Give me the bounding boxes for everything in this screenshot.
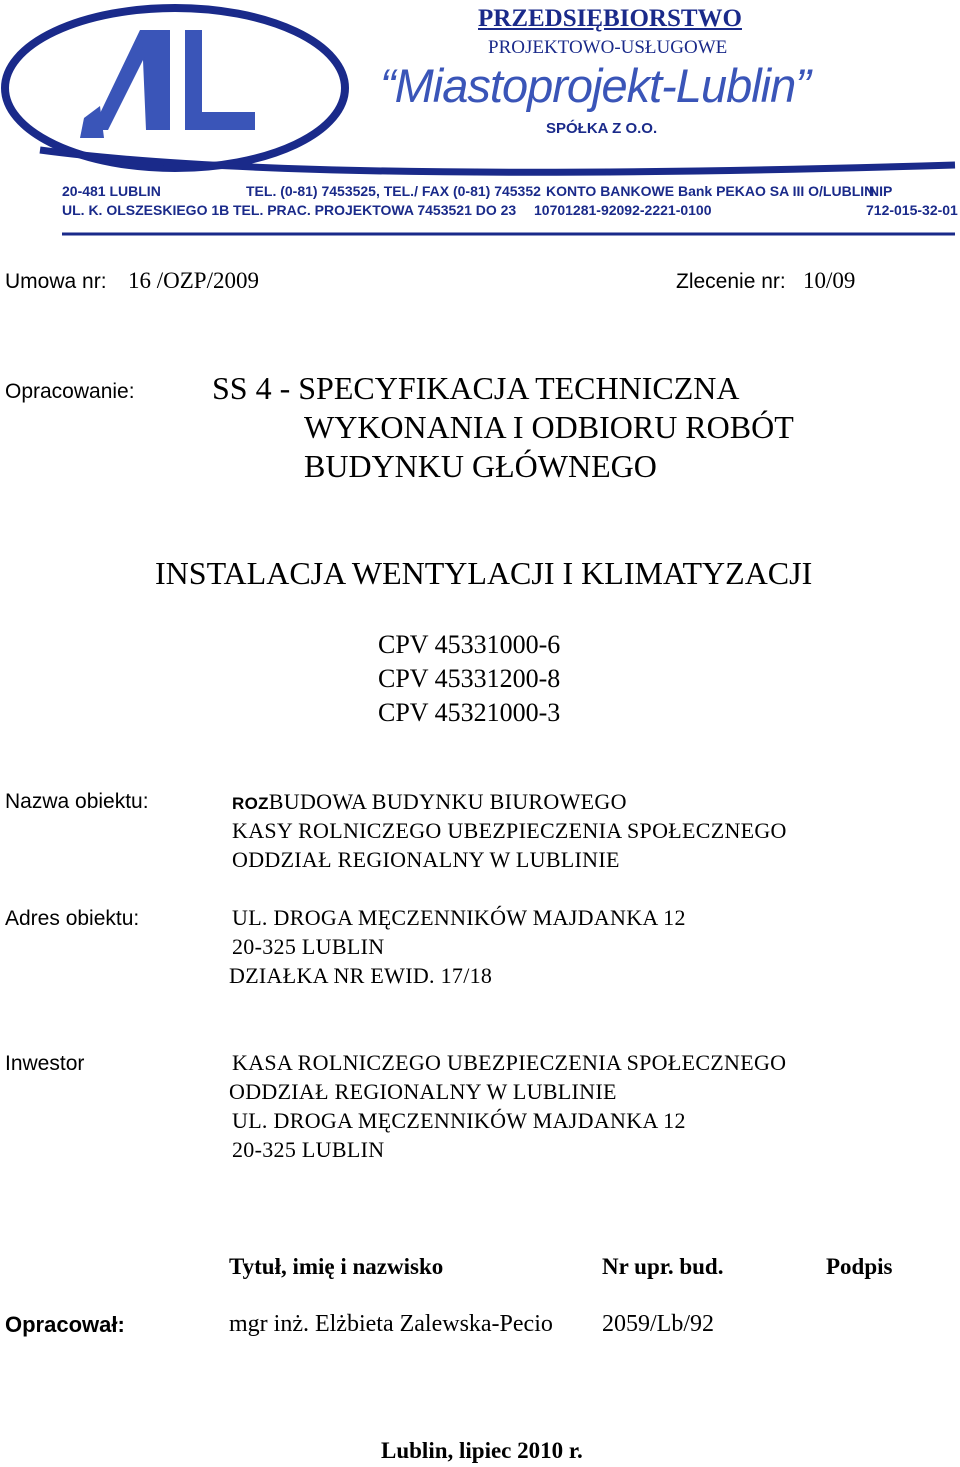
opracowal-label: Opracował:	[5, 1312, 125, 1337]
opracowanie-label: Opracowanie:	[5, 380, 135, 403]
zlecenie-label: Zlecenie nr:	[676, 270, 786, 293]
bank-line-2: 10701281-92092-2221-0100	[534, 202, 712, 218]
col-header-signature: Podpis	[826, 1254, 893, 1279]
object-name-label: Nazwa obiektu:	[5, 790, 149, 813]
firm-company-form: SPÓŁKA Z O.O.	[546, 120, 658, 137]
phone-line-1: TEL. (0-81) 7453525, TEL./ FAX (0-81) 745352	[246, 183, 541, 199]
logo-monogram	[80, 30, 255, 138]
address-line-1: 20-481 LUBLIN	[62, 183, 161, 199]
investor-line-3: UL. DROGA MĘCZENNIKÓW MAJDANKA 12	[232, 1108, 686, 1133]
nip-label: NIP	[869, 183, 893, 199]
logo-ring	[5, 8, 345, 168]
object-name-line-1-rest: BUDOWA BUDYNKU BIUROWEGO	[268, 789, 627, 814]
author-license: 2059/Lb/92	[602, 1311, 714, 1337]
object-name-line-1	[232, 789, 627, 815]
author-name: mgr inż. Elżbieta Zalewska-Pecio	[229, 1311, 553, 1337]
object-name-prefix: ROZ	[232, 794, 269, 813]
cpv-code-3: CPV 45321000-3	[378, 698, 561, 727]
umowa-value: 16 /OZP/2009	[128, 268, 259, 293]
address-line-2: UL. K. OLSZESKIEGO 1B	[62, 202, 230, 218]
object-address-line-2: 20-325 LUBLIN	[232, 934, 385, 959]
phone-line-2: TEL. PRAC. PROJEKTOWA 7453521 DO 23	[233, 202, 517, 218]
object-name-line-2: KASY ROLNICZEGO UBEZPIECZENIA SPOŁECZNEGO	[232, 818, 787, 843]
doc-title-line-3: BUDYNKU GŁÓWNEGO	[304, 448, 657, 484]
object-address-label: Adres obiektu:	[5, 907, 140, 930]
object-address-line-3: DZIAŁKA NR EWID. 17/18	[229, 963, 493, 988]
place-date: Lublin, lipiec 2010 r.	[381, 1438, 583, 1463]
firm-title: PRZEDSIĘBIORSTWO	[478, 5, 742, 32]
zlecenie-value: 10/09	[803, 268, 856, 293]
cpv-code-1: CPV 45331000-6	[378, 630, 561, 659]
investor-line-1: KASA ROLNICZEGO UBEZPIECZENIA SPOŁECZNEGO	[232, 1050, 787, 1075]
bank-line-1: KONTO BANKOWE Bank PEKAO SA III O/LUBLIN	[546, 183, 875, 199]
object-address-line-1: UL. DROGA MĘCZENNIKÓW MAJDANKA 12	[232, 905, 686, 930]
doc-title-line-2: WYKONANIA I ODBIORU ROBÓT	[304, 409, 794, 445]
cpv-code-2: CPV 45331200-8	[378, 664, 561, 693]
firm-subtitle: PROJEKTOWO-USŁUGOWE	[488, 37, 728, 58]
object-name-line-3: ODDZIAŁ REGIONALNY W LUBLINIE	[232, 847, 620, 872]
col-header-license: Nr upr. bud.	[602, 1254, 724, 1279]
investor-line-2: ODDZIAŁ REGIONALNY W LUBLINIE	[229, 1079, 617, 1104]
col-header-title: Tytuł, imię i nazwisko	[229, 1254, 444, 1279]
investor-label: Inwestor	[5, 1052, 85, 1075]
umowa-label: Umowa nr:	[5, 270, 107, 293]
firm-name: “Miastoprojekt-Lublin”	[380, 59, 810, 112]
nip-value: 712-015-32-01	[866, 202, 958, 218]
investor-line-4: 20-325 LUBLIN	[232, 1137, 385, 1162]
doc-title-line-1: SS 4 - SPECYFIKACJA TECHNICZNA	[212, 370, 740, 406]
installation-title: INSTALACJA WENTYLACJI I KLIMATYZACJI	[155, 555, 813, 591]
